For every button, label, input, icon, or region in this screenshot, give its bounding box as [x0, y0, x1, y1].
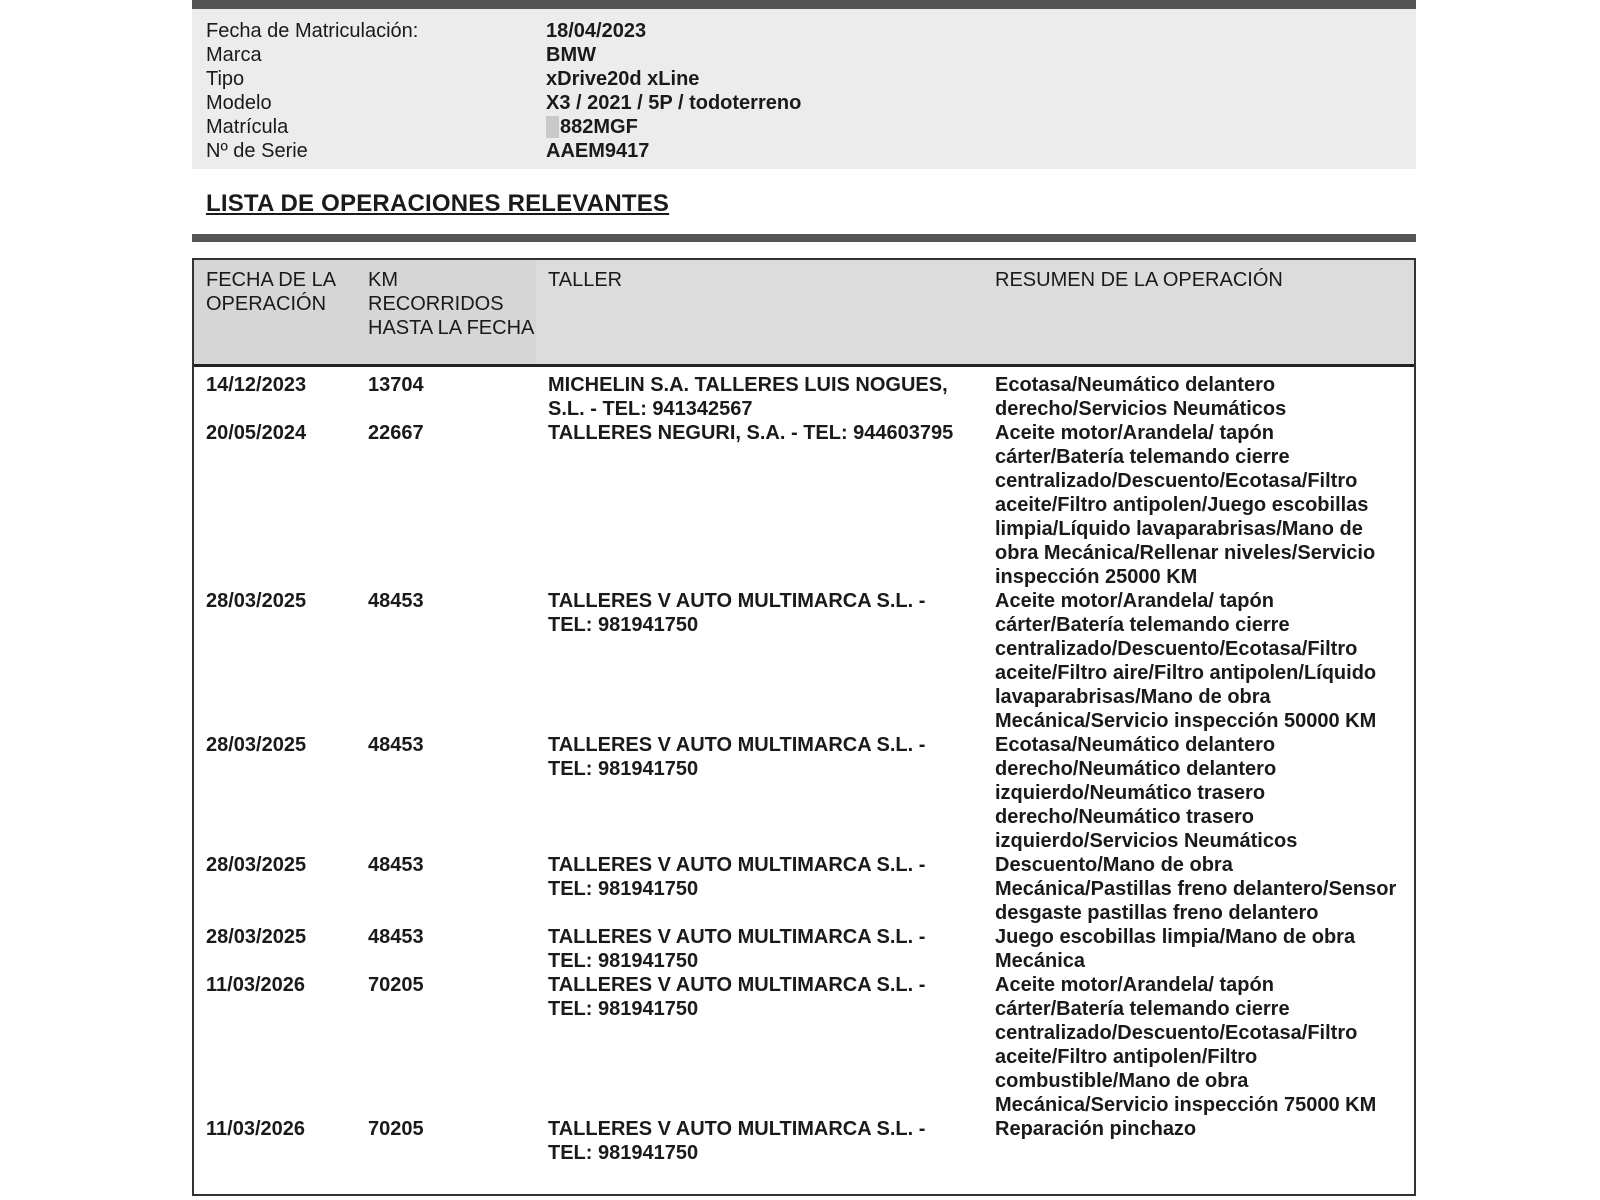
- cell-summary: Ecotasa/Neumático delantero derecho/Neumático delantero izquierdo/Neumático trasero derecho/Neumático trasero izquierdo/Servicios Neumáticos: [995, 734, 1298, 852]
- cell-summary: Reparación pinchazo: [995, 1118, 1197, 1140]
- cell-workshop: TALLERES V AUTO MULTIMARCA S.L. - TEL: 981941750: [548, 926, 926, 972]
- cell-km: 48453: [368, 854, 424, 876]
- cell-km: 13704: [368, 374, 424, 396]
- table-row: [194, 1117, 1414, 1165]
- table-row: [194, 733, 1414, 853]
- table-body: [194, 367, 1414, 1165]
- table-row: [194, 421, 1414, 589]
- vehicle-label: Fecha de Matriculación:: [206, 19, 419, 42]
- cell-workshop: TALLERES V AUTO MULTIMARCA S.L. - TEL: 981941750: [548, 974, 926, 1020]
- table-row: [194, 853, 1414, 925]
- vehicle-info-panel: [192, 9, 1416, 169]
- cell-date: 28/03/2025: [206, 734, 307, 756]
- vehicle-value: xDrive20d xLine: [546, 67, 700, 90]
- cell-workshop: TALLERES V AUTO MULTIMARCA S.L. - TEL: 981941750: [548, 590, 926, 636]
- plate-number: 882MGF: [560, 115, 638, 138]
- operations-table: [192, 258, 1416, 1196]
- header-workshop: TALLER: [536, 260, 983, 364]
- redaction-mask: [546, 116, 559, 138]
- cell-summary: Juego escobillas limpia/Mano de obra Mecánica: [995, 926, 1356, 972]
- cell-workshop: TALLERES V AUTO MULTIMARCA S.L. - TEL: 981941750: [548, 854, 926, 900]
- vehicle-value: AAEM9417: [546, 139, 650, 162]
- cell-date: 11/03/2026: [206, 974, 305, 996]
- vehicle-row-plate: [206, 115, 1416, 139]
- cell-date: 11/03/2026: [206, 1118, 305, 1140]
- vehicle-label: Modelo: [206, 91, 272, 114]
- vehicle-row-serial: [206, 139, 1416, 163]
- cell-date: 28/03/2025: [206, 590, 307, 612]
- cell-summary: Aceite motor/Arandela/ tapón cárter/Batería telemando cierre centralizado/Descuento/Ecotasa/Filtro aceite/Filtro aire/Filtro antipolen/Líquido lavaparabrisas/Mano de obra Mecánica/Servicio inspección 50000 KM: [995, 590, 1377, 732]
- cell-date: 28/03/2025: [206, 854, 307, 876]
- vehicle-row-model: [206, 91, 1416, 115]
- vehicle-value: 18/04/2023: [546, 19, 647, 42]
- cell-summary: Aceite motor/Arandela/ tapón cárter/Batería telemando cierre centralizado/Descuento/Ecotasa/Filtro aceite/Filtro antipolen/Juego escobillas limpia/Líquido lavaparabrisas/Mano de obra Mecánica/Rellenar niveles/Servicio inspección 25000 KM: [995, 422, 1376, 588]
- table-row: [194, 925, 1414, 973]
- cell-summary: Ecotasa/Neumático delantero derecho/Servicios Neumáticos: [995, 374, 1287, 420]
- section-title: LISTA DE OPERACIONES RELEVANTES: [206, 190, 670, 217]
- table-row: [194, 373, 1414, 421]
- vehicle-row-brand: [206, 43, 1416, 67]
- header-date: FECHA DE LA OPERACIÓN: [194, 260, 356, 364]
- section-divider: [192, 234, 1416, 242]
- vehicle-value-plate: [546, 116, 638, 139]
- vehicle-value: X3 / 2021 / 5P / todoterreno: [546, 91, 802, 114]
- cell-km: 70205: [368, 974, 424, 996]
- cell-km: 48453: [368, 926, 424, 948]
- cell-date: 14/12/2023: [206, 374, 307, 396]
- vehicle-label: Tipo: [206, 67, 245, 90]
- cell-km: 22667: [368, 422, 424, 444]
- cell-km: 48453: [368, 590, 424, 612]
- vehicle-row-type: [206, 67, 1416, 91]
- cell-date: 28/03/2025: [206, 926, 307, 948]
- table-header: [194, 260, 1414, 367]
- cell-workshop: MICHELIN S.A. TALLERES LUIS NOGUES, S.L. - TEL: 941342567: [548, 374, 948, 420]
- header-summary: RESUMEN DE LA OPERACIÓN: [983, 260, 1414, 364]
- cell-km: 48453: [368, 734, 424, 756]
- cell-workshop: TALLERES V AUTO MULTIMARCA S.L. - TEL: 981941750: [548, 734, 926, 780]
- cell-summary: Aceite motor/Arandela/ tapón cárter/Batería telemando cierre centralizado/Descuento/Ecotasa/Filtro aceite/Filtro antipolen/Filtro combustible/Mano de obra Mecánica/Servicio inspección 75000 KM: [995, 974, 1377, 1116]
- top-divider: [192, 0, 1416, 9]
- cell-summary: Descuento/Mano de obra Mecánica/Pastillas freno delantero/Sensor desgaste pastillas freno delantero: [995, 854, 1397, 924]
- vehicle-label: Matrícula: [206, 115, 289, 138]
- vehicle-label: Marca: [206, 43, 262, 66]
- cell-date: 20/05/2024: [206, 422, 307, 444]
- cell-workshop: TALLERES V AUTO MULTIMARCA S.L. - TEL: 981941750: [548, 1118, 926, 1164]
- table-row: [194, 973, 1414, 1117]
- cell-km: 70205: [368, 1118, 424, 1140]
- vehicle-value: BMW: [546, 43, 596, 66]
- cell-workshop: TALLERES NEGURI, S.A. - TEL: 944603795: [548, 422, 954, 444]
- header-km: KM RECORRIDOS HASTA LA FECHA: [356, 260, 536, 364]
- vehicle-label: Nº de Serie: [206, 139, 308, 162]
- table-row: [194, 589, 1414, 733]
- vehicle-row-registration-date: [206, 19, 1416, 43]
